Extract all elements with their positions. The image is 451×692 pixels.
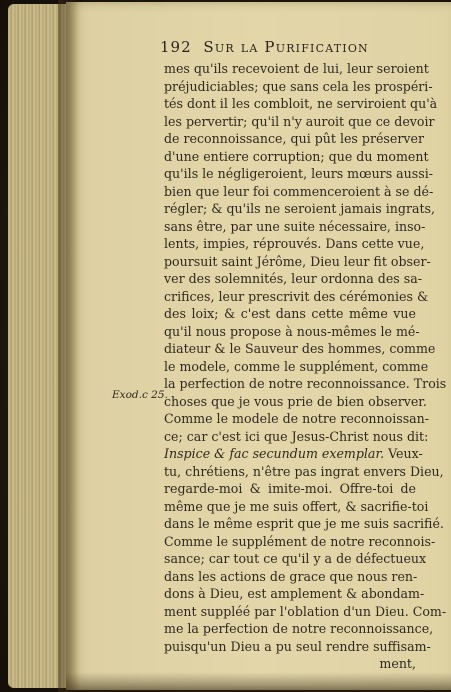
spine-shadow: [58, 0, 80, 692]
text-line: la perfection de notre reconnoissance. Trois: [164, 376, 447, 391]
text-line: qu'il nous propose à nous-mêmes le mé-: [164, 323, 420, 339]
page-bottom-shadow: [66, 672, 451, 692]
text-line: lents, impies, réprouvés. Dans cette vue,: [164, 236, 425, 251]
text-line: dans les actions de grace que nous ren-: [164, 568, 418, 584]
text-line: qu'ils le négligeroient, leurs mœurs aussi-: [164, 166, 433, 181]
text-line: le modele, comme le supplément, comme: [164, 358, 429, 374]
text-line: Comme le supplément de notre reconnois-: [164, 533, 436, 549]
text-line: ver des solemnités, leur ordonna des sa-: [164, 271, 422, 286]
text-line: Comme le modele de notre reconnoissan-: [164, 411, 430, 426]
text-line-last: ment,: [379, 656, 416, 671]
margin-reference: Exod.c 25.: [112, 389, 168, 401]
text-line: ment suppléé par l'oblation d'un Dieu. Com-: [164, 603, 447, 619]
running-title: Sur la Purification: [203, 38, 369, 56]
text-line: dans le même esprit que je me suis sacrifié.: [164, 516, 444, 531]
text-line: tés dont il les combloit, ne serviroient qu'à: [164, 96, 438, 111]
text-line-quote: [164, 445, 423, 463]
text-line: crifices, leur prescrivit des cérémonies &: [164, 288, 429, 304]
text-line: tu, chrétiens, n'être pas ingrat envers Dieu,: [164, 463, 444, 479]
running-header: [160, 38, 369, 56]
text-line: poursuit saint Jérôme, Dieu leur fit obser-: [164, 253, 431, 269]
text-line: de reconnoissance, qui pût les préserver: [164, 131, 424, 146]
text-line: puisqu'un Dieu a pu seul rendre suffisam-: [164, 638, 431, 654]
latin-quote: Inspice & fac secundum exemplar.: [164, 446, 385, 461]
text-line: mes qu'ils recevoient de lui, leur seroient: [164, 61, 429, 76]
text-line: choses que je vous prie de bien observer.: [164, 393, 427, 409]
text-line: les pervertir; qu'il n'y auroit que ce devoir: [164, 113, 435, 129]
text-line: des loix; & c'est dans cette même vue: [164, 306, 416, 321]
text-line: sance; car tout ce qu'il y a de défectueux: [164, 551, 427, 566]
text-line: sans être, par une suite nécessaire, inso-: [164, 218, 426, 234]
text-line: préjudiciables; que sans cela les prospéri-: [164, 78, 433, 94]
text-line: même que je me suis offert, & sacrifie-toi: [164, 498, 429, 514]
text-line: ce; car c'est ici que Jesus-Christ nous dit:: [164, 428, 429, 444]
page-number: 192: [160, 38, 192, 56]
text-line: diateur & le Sauveur des hommes, comme: [164, 341, 436, 356]
text-line: regarde-moi & imite-moi. Offre-toi de: [164, 481, 416, 496]
text-line: dons à Dieu, est amplement & abondam-: [164, 586, 425, 601]
body-text: [164, 60, 447, 673]
text-line: d'une entiere corruption; que du moment: [164, 148, 429, 164]
quote-continuation: Veux-: [388, 446, 423, 461]
text-line: régler; & qu'ils ne seroient jamais ingrats,: [164, 201, 436, 216]
text-line: me la perfection de notre reconnoissance,: [164, 621, 434, 636]
text-line: bien que leur foi commenceroient à se dé-: [164, 183, 434, 199]
